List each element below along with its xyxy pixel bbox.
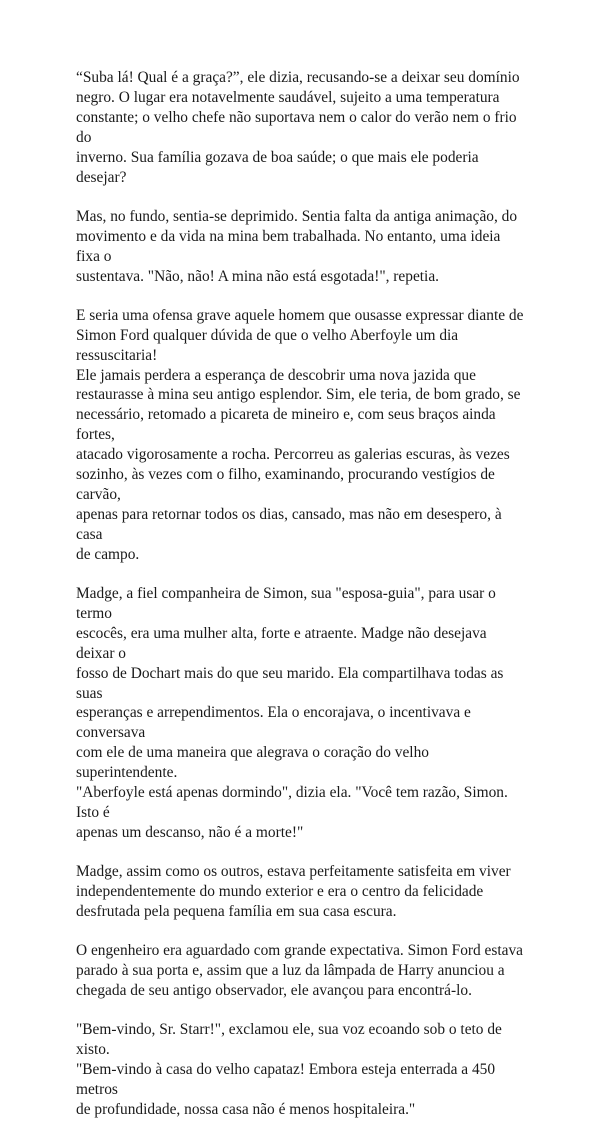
paragraph-4: Madge, a fiel companheira de Simon, sua "esposa-guia", para usar o termo escocês, era uma mulher alta, forte e atraente. Madge não desejava deixar o fosso de Dochart mais do que seu marido. Ela compartilhava todas as suas esperanças e arrependimentos. Ela o encorajava, o incentivava e conversava com ele de uma maneira que alegrava o coração do velho superintendente. "Aberfoyle está apenas dormindo", dizia ela. "Você tem razão, Simon. Isto é apenas um descanso, não é a morte!" (76, 585, 508, 841)
paragraph-1: “Suba lá! Qual é a graça?”, ele dizia, recusando-se a deixar seu domínio negro. O lugar era notavelmente saudável, sujeito a uma temperatura constante; o velho chefe não suportava nem o calor do verão nem o frio do inverno. Sua família gozava de boa saúde; o que mais ele poderia desejar? (76, 69, 520, 186)
paragraph-2: Mas, no fundo, sentia-se deprimido. Sentia falta da antiga animação, do movimento e da vida na mina bem trabalhada. No entanto, uma ideia fixa o sustentava. "Não, não! A mina não está esgotada!", repetia. (76, 207, 518, 285)
paragraph-5: Madge, assim como os outros, estava perfeitamente satisfeita em viver independentemente do mundo exterior e era o centro da felicidade desfrutada pela pequena família em sua casa escura. (76, 863, 511, 920)
paragraph-6: O engenheiro era aguardado com grande expectativa. Simon Ford estava parado à sua porta e, assim que a luz da lâmpada de Harry anunciou a chegada de seu antigo observador, ele avançou para encontrá-lo. (76, 942, 524, 1000)
paragraph-7: "Bem-vindo, Sr. Starr!", exclamou ele, sua voz ecoando sob o teto de xisto. "Bem-vindo à casa do velho capataz! Embora esteja enterrada a 450 metros de profundidade, nossa casa não é menos hospitaleira." (76, 1021, 502, 1119)
paragraph-3: E seria uma ofensa grave aquele homem que ousasse expressar diante de Simon Ford qualquer dúvida de que o velho Aberfoyle um dia ressuscitaria! Ele jamais perdera a esperança de descobrir uma nova jazida que restaurasse à mina seu antigo esplendor. Sim, ele teria, de bom grado, se necessário, retomado a picareta de mineiro e, com seus braços ainda fortes, atacado vigorosamente a rocha. Percorreu as galerias escuras, às vezes sozinho, às vezes com o filho, examinando, procurando vestígios de carvão, apenas para retornar todos os dias, cansado, mas não em desespero, à casa de campo. (76, 306, 524, 563)
document-page (76, 68, 528, 1139)
